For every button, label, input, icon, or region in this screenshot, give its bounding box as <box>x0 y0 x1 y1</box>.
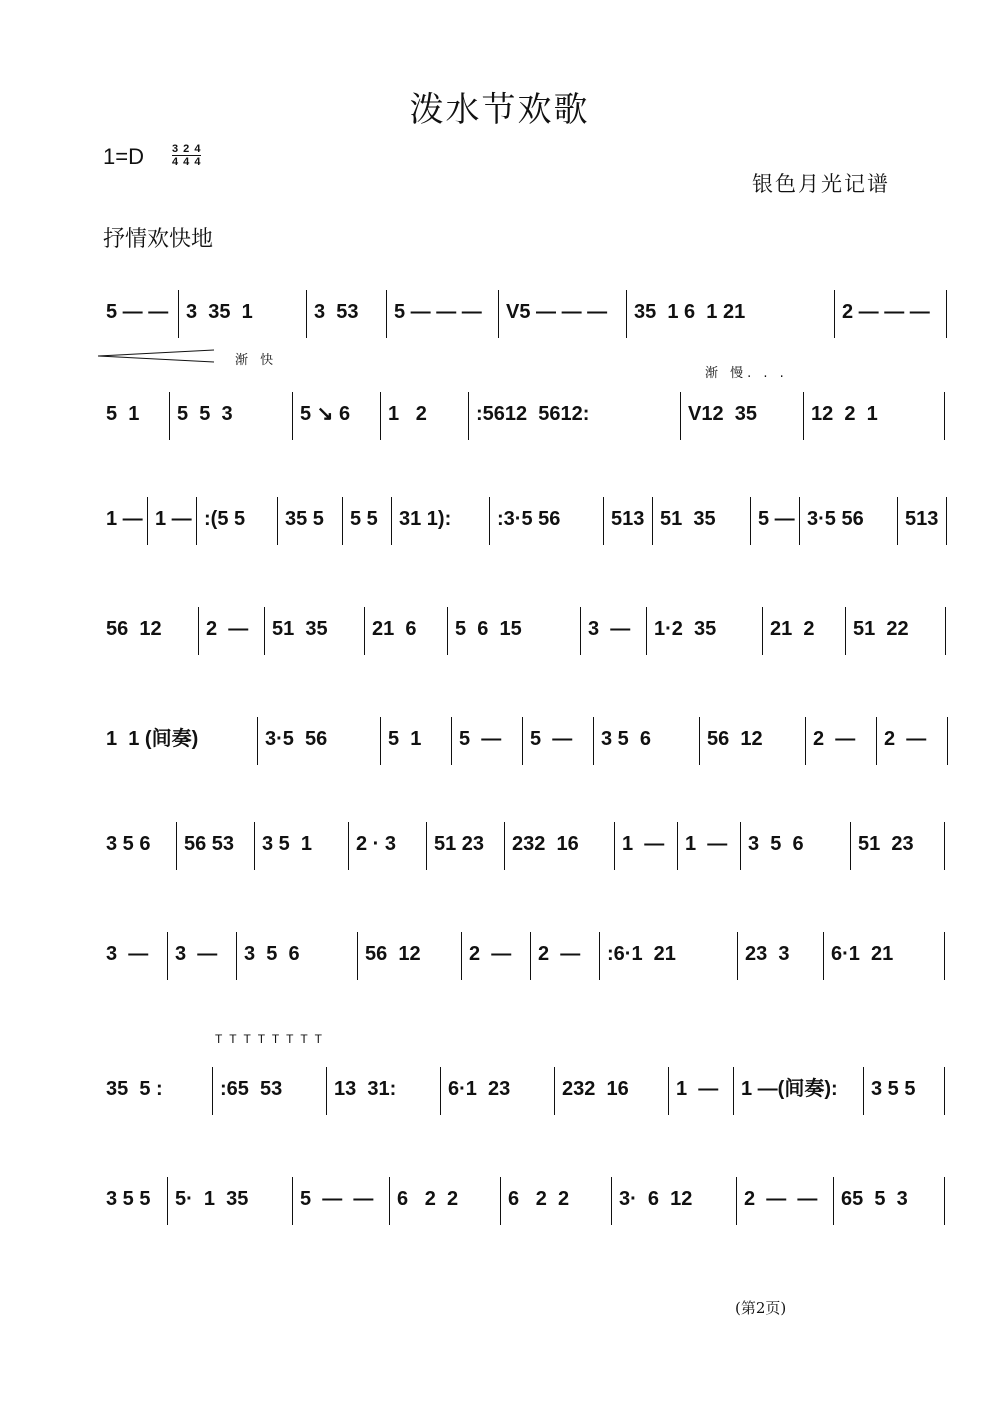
measure <box>825 920 946 980</box>
measure-notes: 35 1 6 1 21 <box>634 301 746 323</box>
measure <box>200 595 266 655</box>
score-system <box>100 1055 946 1115</box>
measure-notes: 1 — <box>676 1078 719 1100</box>
measure <box>613 1165 738 1225</box>
measure-notes: 3 53 <box>314 301 359 323</box>
measure-notes: 12 2 1 <box>811 403 878 425</box>
measure-notes: 2 — — <box>744 1188 818 1210</box>
measure <box>524 705 595 765</box>
measure-notes: 232 16 <box>562 1078 629 1100</box>
barline <box>850 822 851 870</box>
barline <box>380 392 381 440</box>
measure <box>100 595 200 655</box>
measure-notes: 5 — <box>530 728 573 750</box>
measure <box>682 380 805 440</box>
barline <box>947 717 948 765</box>
measure-notes: 6·1 21 <box>831 943 894 965</box>
measure-notes: 3·5 56 <box>265 728 328 750</box>
measure <box>491 485 605 545</box>
measure-notes: 5 — — <box>300 1188 374 1210</box>
barline <box>750 497 751 545</box>
measure <box>388 278 500 338</box>
measure-notes: 3 5 5 <box>871 1078 916 1100</box>
barline <box>468 392 469 440</box>
measure-notes: 3 5 6 <box>748 833 804 855</box>
measure-notes: 35 5 : <box>106 1078 163 1100</box>
measure <box>601 920 739 980</box>
measure <box>628 278 836 338</box>
measure <box>616 810 679 870</box>
barline <box>652 497 653 545</box>
measure <box>294 1165 391 1225</box>
barline <box>945 607 946 655</box>
measure <box>256 810 350 870</box>
measure-notes: 56 53 <box>184 833 235 855</box>
measure-notes: 1 — <box>685 833 728 855</box>
barline <box>212 1067 213 1115</box>
barline <box>264 607 265 655</box>
barline <box>169 392 170 440</box>
barline <box>498 290 499 338</box>
measure <box>502 1165 613 1225</box>
measure-notes: 5 1 <box>388 728 422 750</box>
barline <box>799 497 800 545</box>
measure <box>595 705 701 765</box>
measure <box>506 810 616 870</box>
key-signature: 1=D <box>103 144 144 169</box>
measure-notes: 3 5 5 <box>106 1188 151 1210</box>
measure-notes: V5 — — — <box>506 301 608 323</box>
measure <box>100 1165 169 1225</box>
measure-notes: 5 5 <box>350 508 378 530</box>
barline <box>292 1177 293 1225</box>
measure-notes: 5 ↘ 6 <box>300 403 351 425</box>
measure <box>847 595 947 655</box>
measure <box>266 595 366 655</box>
barline <box>167 932 168 980</box>
page-title: 泼水节欢歌 <box>409 90 590 130</box>
barline <box>254 822 255 870</box>
barline <box>876 717 877 765</box>
measure <box>344 485 393 545</box>
barline <box>198 607 199 655</box>
barline <box>677 822 678 870</box>
measure-notes: 65 5 3 <box>841 1188 908 1210</box>
barline <box>944 1177 945 1225</box>
measure-notes: 1 —(间奏): <box>741 1078 838 1100</box>
measure <box>366 595 449 655</box>
barline <box>834 290 835 338</box>
measure <box>801 485 899 545</box>
barline <box>699 717 700 765</box>
measure <box>169 920 238 980</box>
score-system <box>100 920 946 980</box>
barline <box>611 1177 612 1225</box>
measure <box>149 485 198 545</box>
measure <box>865 1055 946 1115</box>
barline <box>530 932 531 980</box>
barline <box>863 1067 864 1115</box>
barline <box>306 290 307 338</box>
barline <box>580 607 581 655</box>
measure-notes: 31 1): <box>399 508 452 530</box>
measure-notes: :(5 5 <box>204 508 246 530</box>
measure <box>382 380 470 440</box>
measure <box>100 810 178 870</box>
measure-notes: 2 — <box>206 618 249 640</box>
measure-notes: 2 — <box>538 943 581 965</box>
measure-notes: 5 — <box>758 508 795 530</box>
measure-notes: V12 35 <box>688 403 757 425</box>
meter-top: 3 2 4 <box>172 143 202 155</box>
measure <box>463 920 532 980</box>
measure <box>100 380 171 440</box>
measure <box>648 595 764 655</box>
measure <box>807 705 878 765</box>
barline <box>426 822 427 870</box>
measure-notes: 2 — <box>813 728 856 750</box>
barline <box>803 392 804 440</box>
barline <box>357 932 358 980</box>
measure-notes: 3 5 6 <box>106 833 151 855</box>
page-number: (第2页) <box>735 1299 787 1317</box>
measure-notes: 5 5 3 <box>177 403 233 425</box>
barline <box>147 497 148 545</box>
measure <box>100 278 180 338</box>
measure <box>100 705 259 765</box>
measure <box>752 485 801 545</box>
barline <box>364 607 365 655</box>
barline <box>762 607 763 655</box>
measure-notes: :3·5 56 <box>497 508 561 530</box>
measure-notes: :6·1 21 <box>607 943 676 965</box>
measure <box>259 705 382 765</box>
barline <box>593 717 594 765</box>
time-signature <box>172 143 201 168</box>
score-system <box>100 595 946 655</box>
score-system <box>100 485 946 545</box>
measure-notes: 1 — <box>155 508 192 530</box>
score-system <box>100 278 946 338</box>
barline <box>167 1177 168 1225</box>
barline <box>833 1177 834 1225</box>
measure-notes: 1 1 (间奏) <box>106 728 199 750</box>
transcriber-credit: 银色月光记谱 <box>752 172 890 196</box>
measure-notes: 5· 1 35 <box>175 1188 249 1210</box>
measure <box>764 595 847 655</box>
measure-notes: 5 6 15 <box>455 618 522 640</box>
measure <box>836 278 948 338</box>
barline <box>178 290 179 338</box>
barline <box>944 932 945 980</box>
measure <box>899 485 948 545</box>
measure-notes: 51 35 <box>272 618 328 640</box>
barline <box>489 497 490 545</box>
measure-notes: 51 23 <box>434 833 485 855</box>
measure-notes: 56 12 <box>106 618 162 640</box>
barline <box>196 497 197 545</box>
measure-notes: 1·2 35 <box>654 618 717 640</box>
measure <box>449 595 582 655</box>
measure-notes: 3 5 6 <box>244 943 300 965</box>
barline <box>292 392 293 440</box>
barline <box>736 1177 737 1225</box>
measure <box>180 278 308 338</box>
measure-notes: 3·5 56 <box>807 508 864 530</box>
measure-notes: 3 — <box>175 943 218 965</box>
measure <box>214 1055 328 1115</box>
measure <box>500 278 628 338</box>
measure <box>582 595 648 655</box>
measure-notes: 2 · 3 <box>356 833 397 855</box>
measure <box>238 920 359 980</box>
barline <box>236 932 237 980</box>
measure <box>393 485 491 545</box>
barline <box>626 290 627 338</box>
barline <box>946 290 947 338</box>
score-system <box>100 705 946 765</box>
barline <box>257 717 258 765</box>
measure <box>198 485 279 545</box>
barline <box>554 1067 555 1115</box>
barline <box>944 822 945 870</box>
measure-notes: 3 35 1 <box>186 301 253 323</box>
measure-notes: 51 35 <box>660 508 716 530</box>
measure-notes: 3 — <box>106 943 149 965</box>
score-system <box>100 380 946 440</box>
barline <box>500 1177 501 1225</box>
measure <box>701 705 807 765</box>
barline <box>599 932 600 980</box>
measure-notes: :5612 5612: <box>476 403 590 425</box>
measure-notes: 56 12 <box>707 728 763 750</box>
barline <box>668 1067 669 1115</box>
measure <box>742 810 852 870</box>
measure <box>679 810 742 870</box>
measure-notes: 13 31: <box>334 1078 397 1100</box>
barline <box>737 932 738 980</box>
measure <box>852 810 946 870</box>
measure <box>532 920 601 980</box>
barline <box>277 497 278 545</box>
barline <box>823 932 824 980</box>
measure <box>556 1055 670 1115</box>
measure-notes: 5 — — <box>106 301 169 323</box>
measure-notes: :65 53 <box>220 1078 283 1100</box>
accel-direction: 渐 快 <box>235 353 278 368</box>
measure-notes: 56 12 <box>365 943 421 965</box>
measure-notes: 51 23 <box>858 833 914 855</box>
measure-notes: 35 5 <box>285 508 324 530</box>
measure <box>739 920 825 980</box>
barline <box>680 392 681 440</box>
measure-notes: 21 2 <box>770 618 815 640</box>
measure-notes: 2 — <box>884 728 927 750</box>
measure <box>294 380 382 440</box>
measure <box>350 810 428 870</box>
measure <box>735 1055 865 1115</box>
barline <box>805 717 806 765</box>
measure-notes: 5 1 <box>106 403 140 425</box>
barline <box>522 717 523 765</box>
barline <box>326 1067 327 1115</box>
measure <box>100 1055 214 1115</box>
measure <box>835 1165 946 1225</box>
barline <box>845 607 846 655</box>
score-system <box>100 810 946 870</box>
measure-notes: 6·1 23 <box>448 1078 511 1100</box>
measure <box>442 1055 556 1115</box>
measure <box>605 485 654 545</box>
measure <box>670 1055 735 1115</box>
measure <box>453 705 524 765</box>
barline <box>451 717 452 765</box>
measure-notes: 21 6 <box>372 618 417 640</box>
measure-notes: 1 — <box>622 833 665 855</box>
measure <box>391 1165 502 1225</box>
measure <box>878 705 949 765</box>
measure <box>359 920 463 980</box>
measure-notes: 232 16 <box>512 833 579 855</box>
measure <box>328 1055 442 1115</box>
measure <box>178 810 256 870</box>
barline <box>348 822 349 870</box>
measure <box>382 705 453 765</box>
measure <box>805 380 946 440</box>
measure <box>738 1165 835 1225</box>
measure-notes: 1 — <box>106 508 143 530</box>
measure <box>169 1165 294 1225</box>
measure <box>279 485 344 545</box>
measure-notes: 6 2 2 <box>397 1188 459 1210</box>
measure-notes: 1 2 <box>388 403 427 425</box>
measure-notes: 6 2 2 <box>508 1188 570 1210</box>
barline <box>176 822 177 870</box>
barline <box>391 497 392 545</box>
barline <box>946 497 947 545</box>
barline <box>504 822 505 870</box>
barline <box>389 1177 390 1225</box>
barline <box>342 497 343 545</box>
meter-bottom: 4 4 4 <box>172 156 202 168</box>
measure-notes: 5 — <box>459 728 502 750</box>
rit-direction: 渐 慢. . . <box>705 366 788 381</box>
measure <box>308 278 388 338</box>
measure-notes: 3 5 1 <box>262 833 313 855</box>
measure-notes: 5 — — — <box>394 301 482 323</box>
barline <box>603 497 604 545</box>
measure-notes: 23 3 <box>745 943 790 965</box>
barline <box>646 607 647 655</box>
barline <box>380 717 381 765</box>
barline <box>614 822 615 870</box>
barline <box>897 497 898 545</box>
score-system <box>100 1165 946 1225</box>
measure-notes: 513 <box>905 508 939 530</box>
barline <box>447 607 448 655</box>
barline <box>461 932 462 980</box>
measure-notes: 51 22 <box>853 618 909 640</box>
crescendo-hairpin <box>96 349 216 363</box>
measure-notes: 3· 6 12 <box>619 1188 693 1210</box>
barline <box>944 392 945 440</box>
measure-notes: 2 — <box>469 943 512 965</box>
tempo-marking: 抒情欢快地 <box>103 227 214 252</box>
barline <box>740 822 741 870</box>
barline <box>944 1067 945 1115</box>
measure-notes: 2 — — — <box>842 301 930 323</box>
tonguing-marks: T T T T T T T T <box>215 1032 324 1046</box>
measure <box>470 380 682 440</box>
measure-notes: 3 5 6 <box>601 728 652 750</box>
measure <box>100 920 169 980</box>
measure <box>100 485 149 545</box>
barline <box>440 1067 441 1115</box>
barline <box>733 1067 734 1115</box>
measure-notes: 513 <box>611 508 645 530</box>
measure <box>654 485 752 545</box>
barline <box>386 290 387 338</box>
measure <box>428 810 506 870</box>
measure-notes: 3 — <box>588 618 631 640</box>
measure <box>171 380 294 440</box>
